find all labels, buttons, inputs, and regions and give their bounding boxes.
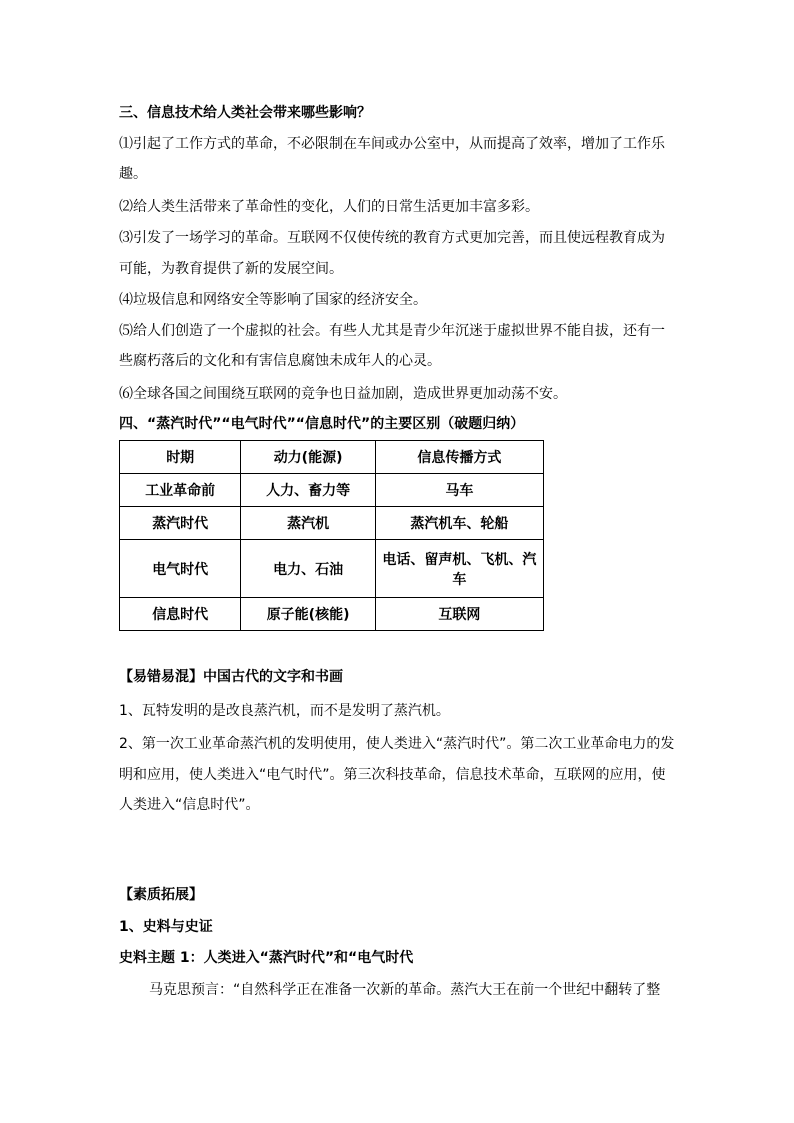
section3-item-3: ⑶引发了一场学习的革命。互联网不仅使传统的教育方式更加完善，而且使远程教育成为: [119, 230, 665, 246]
table-header-cell: 时期: [120, 441, 241, 474]
section3-item-5: ⑸给人们创造了一个虚拟的社会。有些人尤其是青少年沉迷于虚拟世界不能自拔，还有一: [119, 323, 665, 339]
table-cell: 马车: [375, 474, 543, 507]
table-cell: 人力、畜力等: [241, 474, 375, 507]
confusion-line-1: 1、瓦特发明的是改良蒸汽机，而不是发明了蒸汽机。: [119, 703, 450, 719]
table-row: [120, 474, 544, 507]
section3-item-1: ⑴引起了工作方式的革命，不必限制在车间或办公室中，从而提高了效率，增加了工作乐: [119, 136, 665, 152]
section3-item-2: ⑵给人类生活带来了革命性的变化，人们的日常生活更加丰富多彩。: [119, 199, 539, 215]
expansion-topic: 史料主题 1：人类进入“蒸汽时代”和“电气时代: [119, 950, 414, 966]
table-header-cell: 动力(能源): [241, 441, 375, 474]
table-cell: 原子能(核能): [241, 598, 375, 631]
confusion-title: 【易错易混】中国古代的文字和书画: [119, 669, 343, 685]
confusion-line-4: 人类进入“信息时代”。: [119, 797, 260, 813]
confusion-line-3: 明和应用，使人类进入“电气时代”。第三次科技革命，信息技术革命，互联网的应用，使: [119, 767, 666, 783]
table-row: [120, 598, 544, 631]
section3-item-1-cont: 趣。: [119, 166, 147, 182]
expansion-text: 马克思预言：“自然科学正在准备一次新的革命。蒸汽大王在前一个世纪中翻转了整: [149, 982, 661, 998]
table-row: [120, 540, 544, 598]
era-comparison-table: [119, 440, 544, 631]
section3-item-4: ⑷垃圾信息和网络安全等影响了国家的经济安全。: [119, 292, 427, 308]
table-cell: 信息时代: [120, 598, 241, 631]
expansion-subtitle: 1、史料与史证: [119, 919, 213, 935]
table-row: [120, 507, 544, 540]
confusion-line-2: 2、第一次工业革命蒸汽机的发明使用，使人类进入“蒸汽时代”。第二次工业革命电力的发: [119, 736, 675, 752]
table-cell: 蒸汽机车、轮船: [375, 507, 543, 540]
table-cell: 互联网: [375, 598, 543, 631]
table-header-row: [120, 441, 544, 474]
table-cell: 工业革命前: [120, 474, 241, 507]
table-cell: 蒸汽机: [241, 507, 375, 540]
section3-item-6: ⑹全球各国之间围绕互联网的竞争也日益加剧，造成世界更加动荡不安。: [119, 386, 567, 402]
expansion-title: 【素质拓展】: [119, 887, 203, 903]
section3-item-5-cont: 些腐朽落后的文化和有害信息腐蚀未成年人的心灵。: [119, 353, 441, 369]
section3-item-3-cont: 可能，为教育提供了新的发展空间。: [119, 261, 343, 277]
table-cell: 电话、留声机、飞机、汽车: [375, 540, 543, 598]
section3-title: 三、信息技术给人类社会带来哪些影响？: [119, 105, 371, 121]
section4-title: 四、“蒸汽时代”“电气时代”“信息时代”的主要区别（破题归纳）: [119, 416, 525, 432]
table-cell: 电力、石油: [241, 540, 375, 598]
table-cell: 电气时代: [120, 540, 241, 598]
table-cell: 蒸汽时代: [120, 507, 241, 540]
table-header-cell: 信息传播方式: [375, 441, 543, 474]
